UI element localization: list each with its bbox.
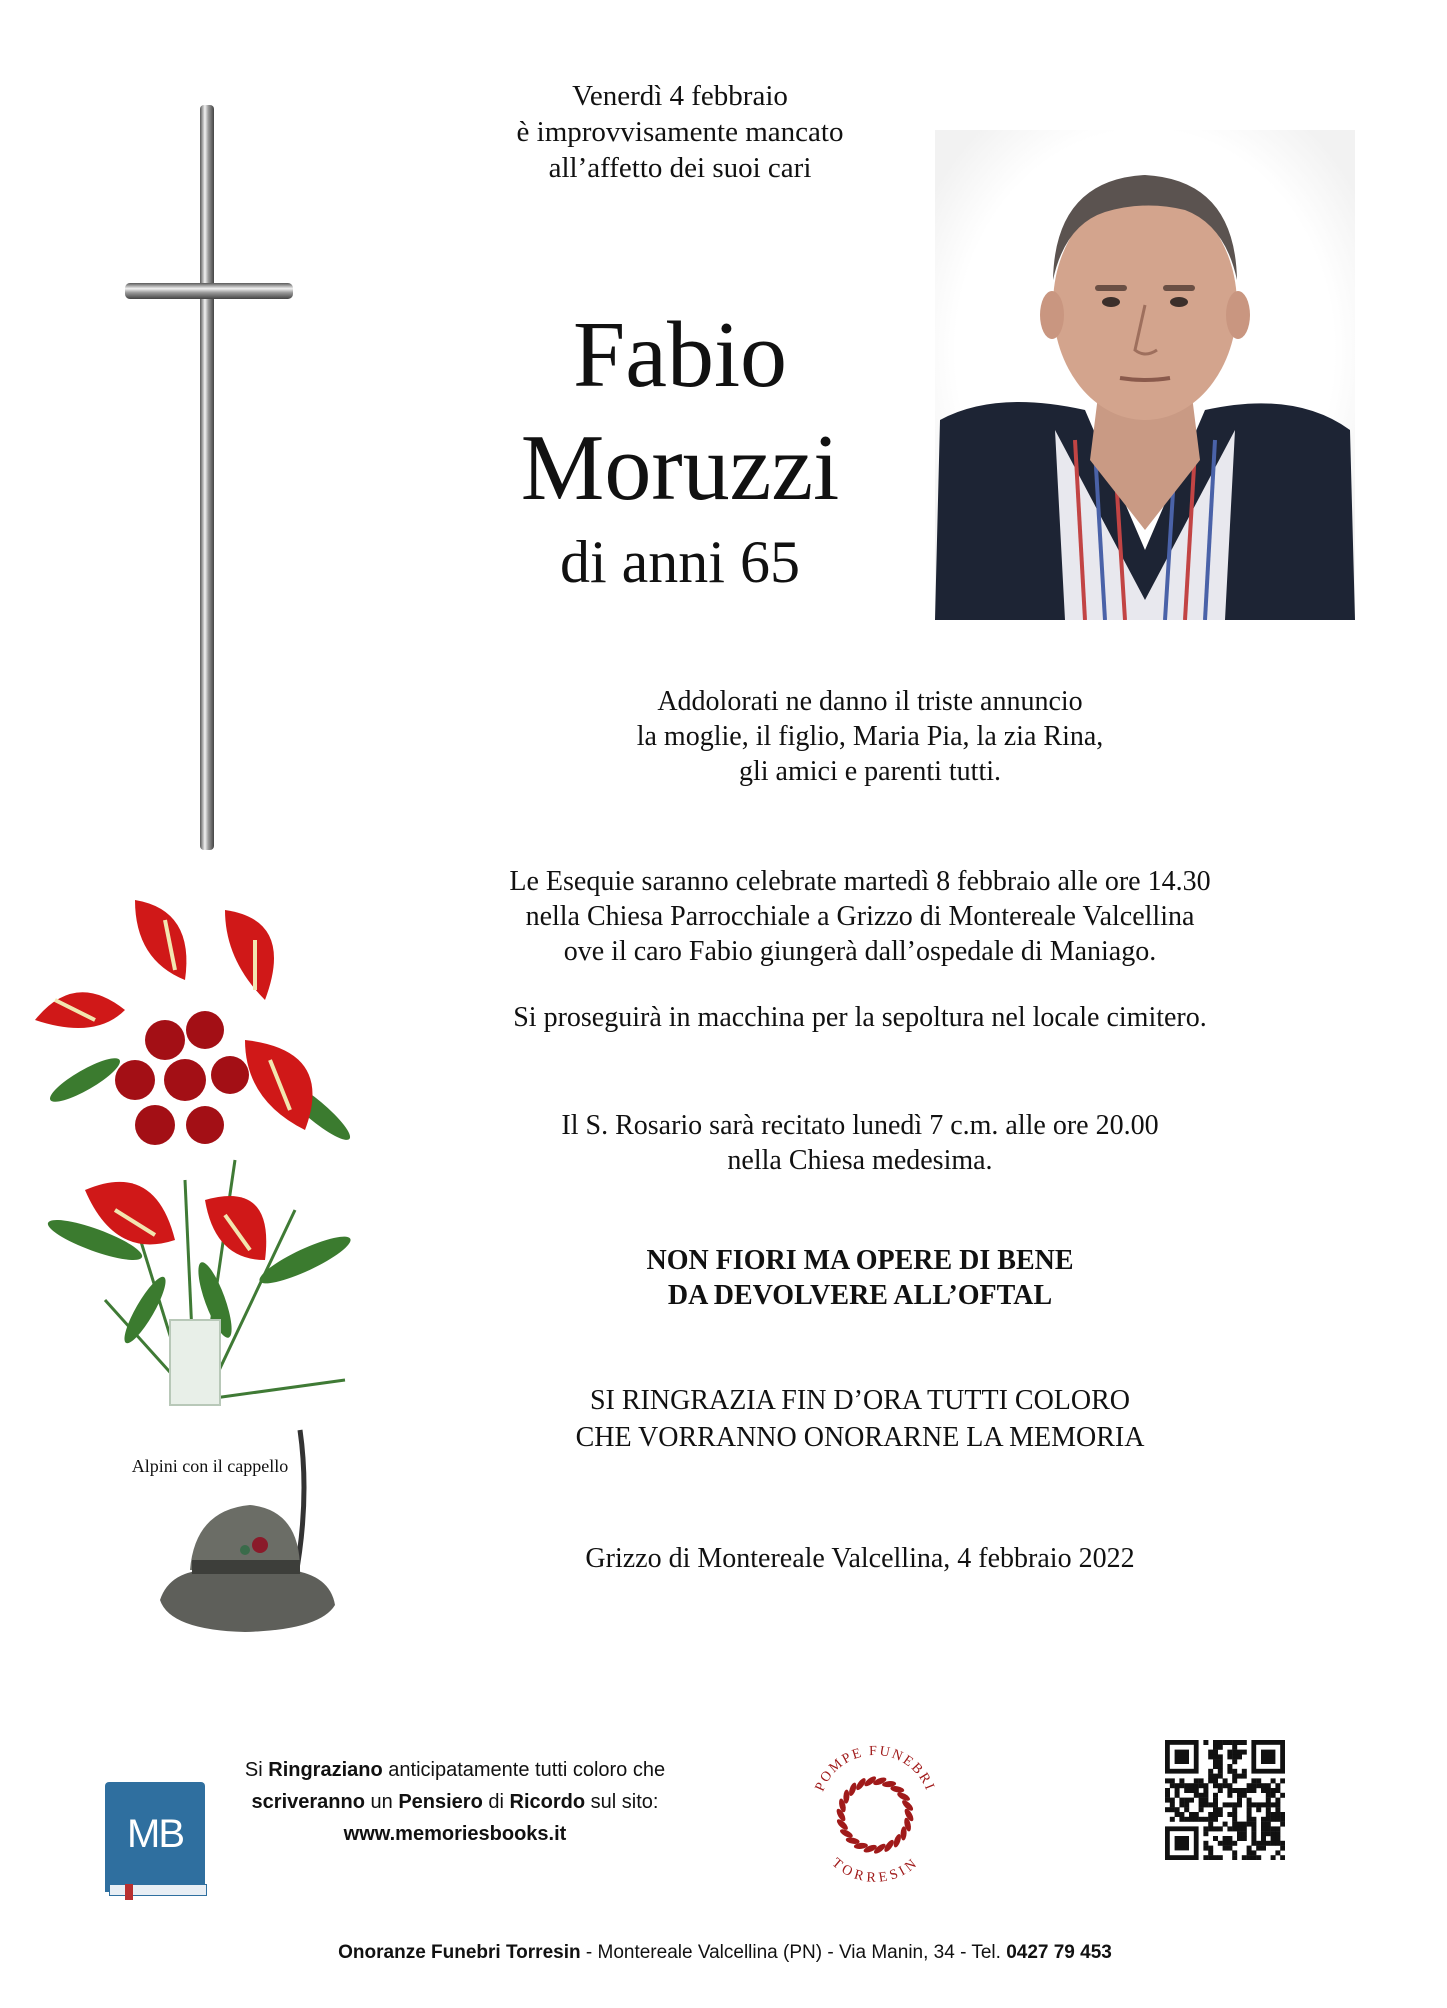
intro-text [430, 78, 930, 186]
memoriesbooks-url[interactable]: www.memoriesbooks.it [343, 1823, 567, 1845]
flower-bouquet-image [15, 880, 375, 1410]
mb-word: Ringraziano [268, 1759, 383, 1781]
alpini-hat-image [150, 1420, 340, 1650]
hat-caption: Alpini con il cappello [131, 1456, 289, 1476]
announcement-line: Addolorati ne danno il triste annuncio [657, 686, 1083, 717]
mb-word: scriveranno [251, 1791, 365, 1813]
mb-word: sul sito: [590, 1791, 659, 1813]
qr-code[interactable] [1165, 1740, 1285, 1860]
announcement-line: la moglie, il figlio, Maria Pia, la zia Rina, [636, 721, 1104, 752]
memoriesbooks-message [205, 1754, 705, 1850]
rosary-line: nella Chiesa medesima. [727, 1145, 993, 1176]
deceased-age: di anni 65 [560, 529, 800, 595]
mb-word: Si [244, 1759, 263, 1781]
announcement-text [520, 684, 1220, 789]
funeral-details [420, 864, 1300, 969]
mb-word: di [488, 1791, 504, 1813]
mb-word: Pensiero [398, 1791, 483, 1813]
footer-address: - Montereale Valcellina (PN) - Via Manin, 34 - Tel. [580, 1942, 1007, 1963]
funeral-logo-top-text: POMPE FUNEBRI [812, 1743, 938, 1794]
no-flowers-line: DA DEVOLVERE ALL’OFTAL [667, 1280, 1053, 1311]
thanks-line: SI RINGRAZIA FIN D’ORA TUTTI COLORO [589, 1385, 1131, 1416]
intro-line: Venerdì 4 febbraio [572, 80, 788, 112]
memoriesbooks-logo [105, 1782, 205, 1900]
intro-line: all’affetto dei suoi cari [548, 152, 812, 184]
cross-icon [120, 100, 300, 860]
footer-phone: 0427 79 453 [1006, 1942, 1112, 1963]
deceased-last-name: Moruzzi [520, 416, 840, 520]
footer-contact [200, 1942, 1250, 1964]
funeral-logo-bottom-text: TORRESIN [828, 1855, 922, 1885]
mb-word: un [370, 1791, 393, 1813]
funeral-home-logo [800, 1735, 950, 1885]
deceased-first-name: Fabio [572, 303, 788, 407]
thanks-text [420, 1382, 1300, 1456]
place-date: Grizzo di Montereale Valcellina, 4 febbraio 2022 [585, 1543, 1135, 1574]
footer-company: Onoranze Funebri Torresin [338, 1942, 581, 1963]
thanks-line: CHE VORRANNO ONORARNE LA MEMORIA [575, 1422, 1145, 1453]
rosary-text [420, 1108, 1300, 1178]
funeral-line: nella Chiesa Parrocchiale a Grizzo di Montereale Valcellina [525, 901, 1195, 932]
intro-line: è improvvisamente mancato [516, 116, 844, 148]
mb-word: anticipatamente tutti coloro che [388, 1759, 666, 1781]
funeral-line: Le Esequie saranno celebrate martedì 8 febbraio alle ore 14.30 [509, 866, 1211, 897]
announcement-line: gli amici e parenti tutti. [738, 756, 1002, 787]
portrait-photo [935, 130, 1355, 620]
funeral-line: ove il caro Fabio giungerà dall’ospedale di Maniago. [563, 936, 1157, 967]
mb-word: Ricordo [509, 1791, 586, 1813]
wreath-icon [835, 1775, 915, 1856]
memoriesbooks-logo-text: MB [127, 1812, 183, 1856]
rosary-line: Il S. Rosario sarà recitato lunedì 7 c.m. alle ore 20.00 [561, 1110, 1159, 1141]
burial-text: Si proseguirà in macchina per la sepoltura nel locale cimitero. [513, 1002, 1207, 1033]
no-flowers-request [480, 1243, 1240, 1313]
no-flowers-line: NON FIORI MA OPERE DI BENE [646, 1245, 1074, 1276]
